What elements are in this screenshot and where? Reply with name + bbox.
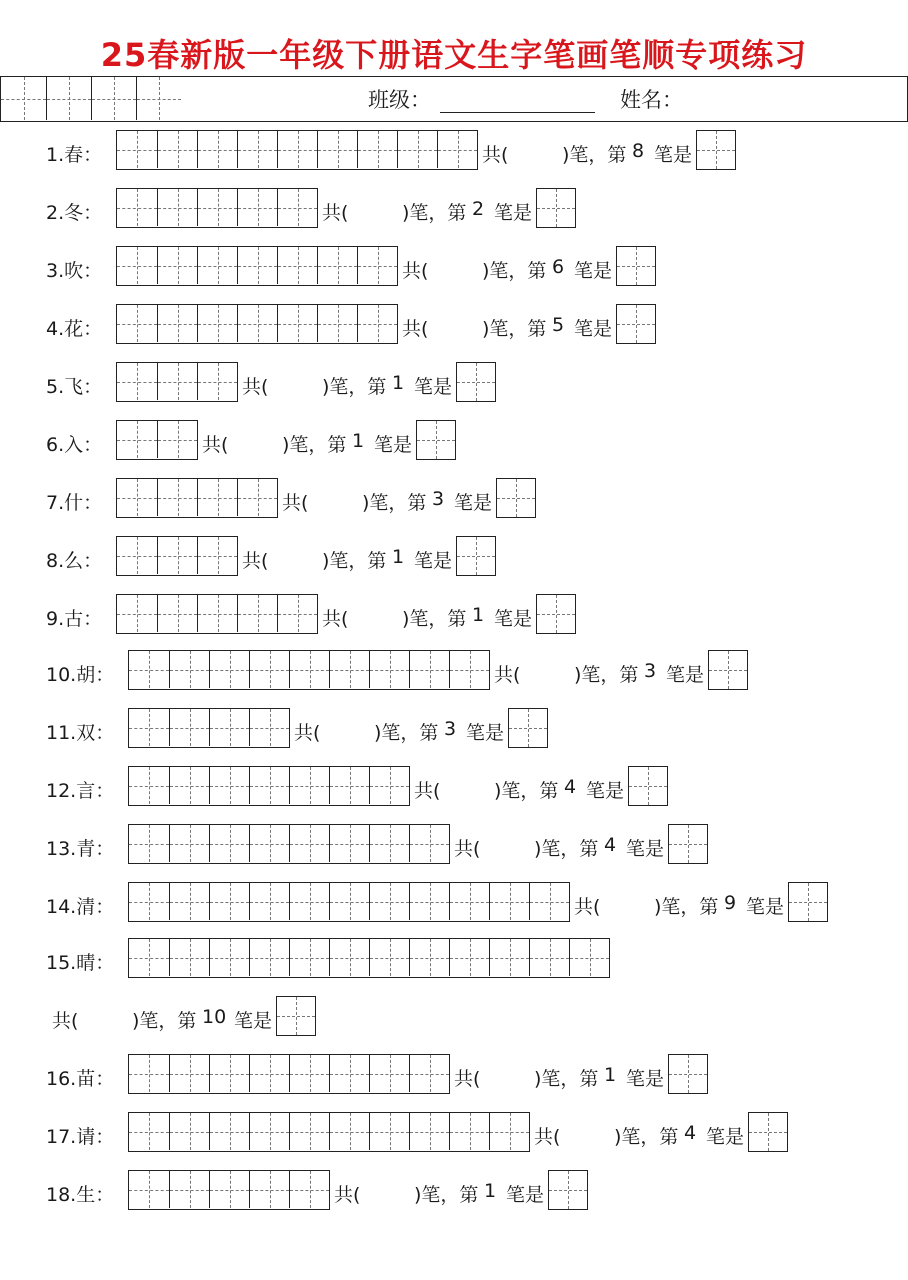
exercise-row (0, 1170, 908, 1210)
stroke-answer-box[interactable] (748, 1112, 788, 1152)
grid-cell[interactable] (449, 1113, 489, 1150)
stroke-order-prompt: )笔，第 (282, 434, 347, 456)
stroke-writing-grid[interactable] (128, 938, 610, 978)
stroke-answer-box[interactable] (508, 708, 548, 748)
grid-cell[interactable] (169, 767, 209, 804)
exercise-row (0, 478, 908, 518)
grid-cell[interactable] (169, 709, 209, 746)
exercise-row (0, 594, 908, 634)
stroke-number: 1 (484, 1180, 497, 1202)
grid-cell[interactable] (129, 709, 169, 746)
grid-cell[interactable] (209, 825, 249, 862)
grid-cell[interactable] (277, 189, 317, 226)
grid-cell[interactable] (249, 825, 289, 862)
grid-cell[interactable] (209, 883, 249, 920)
stroke-count-prompt: 共( (454, 1068, 481, 1090)
stroke-number: 1 (472, 604, 485, 626)
grid-cell[interactable] (437, 131, 477, 168)
stroke-writing-grid[interactable] (116, 362, 238, 402)
grid-cell[interactable] (277, 305, 317, 342)
grid-cell[interactable] (449, 939, 489, 976)
grid-cell[interactable] (249, 767, 289, 804)
grid-cell[interactable] (46, 77, 91, 120)
exercise-row (0, 188, 908, 228)
stroke-order-prompt: )笔，第 (654, 896, 719, 918)
grid-cell[interactable] (157, 537, 197, 574)
stroke-is-prompt: 笔是 (374, 434, 413, 456)
exercise-row (0, 304, 908, 344)
grid-cell[interactable] (129, 883, 169, 920)
stroke-writing-grid[interactable] (116, 594, 318, 634)
grid-cell[interactable] (277, 595, 317, 632)
grid-cell[interactable] (317, 247, 357, 284)
stroke-answer-box[interactable] (536, 188, 576, 228)
grid-cell[interactable] (169, 1171, 209, 1208)
stroke-number: 9 (724, 892, 737, 914)
stroke-count-blank[interactable] (356, 600, 400, 628)
stroke-answer-box[interactable] (696, 130, 736, 170)
grid-cell[interactable] (277, 131, 317, 168)
stroke-count-prompt: 共( (282, 492, 309, 514)
stroke-count-prompt: 共( (454, 838, 481, 860)
stroke-number: 3 (644, 660, 657, 682)
exercise-row (0, 938, 908, 978)
stroke-answer-box[interactable] (628, 766, 668, 806)
name-label: 姓名： (620, 88, 683, 112)
grid-cell[interactable] (209, 651, 249, 688)
stroke-number: 3 (432, 488, 445, 510)
character-label: 12.言： (46, 780, 115, 802)
stroke-writing-grid[interactable] (116, 246, 398, 286)
stroke-is-prompt: 笔是 (234, 1010, 273, 1032)
stroke-answer-box[interactable] (536, 594, 576, 634)
grid-cell[interactable] (289, 939, 329, 976)
grid-cell[interactable] (289, 1171, 329, 1208)
grid-cell[interactable] (169, 883, 209, 920)
exercise-row (0, 708, 908, 748)
grid-cell[interactable] (157, 421, 197, 458)
stroke-is-prompt: 笔是 (414, 376, 453, 398)
grid-cell[interactable] (117, 479, 157, 516)
grid-cell[interactable] (129, 825, 169, 862)
stroke-count-prompt: 共( (482, 144, 509, 166)
grid-cell[interactable] (289, 767, 329, 804)
grid-cell[interactable] (237, 131, 277, 168)
grid-cell[interactable] (129, 1171, 169, 1208)
student-info-header (0, 76, 908, 118)
grid-cell[interactable] (197, 247, 237, 284)
stroke-order-prompt: )笔，第 (562, 144, 627, 166)
stroke-number: 1 (352, 430, 365, 452)
grid-cell[interactable] (289, 1055, 329, 1092)
stroke-count-prompt: 共( (534, 1126, 561, 1148)
grid-cell[interactable] (169, 939, 209, 976)
grid-cell[interactable] (129, 651, 169, 688)
stroke-answer-box[interactable] (276, 996, 316, 1036)
worksheet-title: 25春新版一年级下册语文生字笔画笔顺专项练习 (100, 36, 808, 74)
grid-cell[interactable] (157, 363, 197, 400)
character-label: 15.晴： (46, 952, 115, 974)
name-writing-grid[interactable] (0, 76, 908, 122)
stroke-count-blank[interactable] (236, 426, 280, 454)
stroke-order-prompt: )笔，第 (534, 1068, 599, 1090)
stroke-is-prompt: 笔是 (574, 260, 613, 282)
grid-cell[interactable] (129, 1113, 169, 1150)
stroke-answer-box[interactable] (788, 882, 828, 922)
exercise-row (0, 536, 908, 576)
grid-cell[interactable] (369, 939, 409, 976)
grid-cell[interactable] (117, 537, 157, 574)
class-label: 班级： (368, 88, 431, 112)
grid-cell[interactable] (277, 247, 317, 284)
stroke-count-prompt: 共( (322, 202, 349, 224)
stroke-order-prompt: )笔，第 (322, 550, 387, 572)
character-label: 5.飞： (46, 376, 103, 398)
grid-cell[interactable] (369, 883, 409, 920)
character-label: 1.春： (46, 144, 103, 166)
stroke-count-prompt: 共( (294, 722, 321, 744)
character-label: 11.双： (46, 722, 115, 744)
stroke-is-prompt: 笔是 (626, 838, 665, 860)
stroke-answer-box[interactable] (616, 246, 656, 286)
grid-cell[interactable] (409, 883, 449, 920)
grid-cell[interactable] (157, 305, 197, 342)
character-label: 9.古： (46, 608, 103, 630)
stroke-order-prompt: )笔，第 (402, 202, 467, 224)
stroke-writing-grid[interactable] (116, 188, 318, 228)
stroke-count-prompt: 共( (414, 780, 441, 802)
grid-cell[interactable] (209, 939, 249, 976)
stroke-order-prompt: )笔，第 (402, 608, 467, 630)
grid-cell[interactable] (529, 939, 569, 976)
grid-cell[interactable] (329, 1055, 369, 1092)
stroke-count-blank[interactable] (436, 252, 480, 280)
stroke-count-blank[interactable] (608, 888, 652, 916)
grid-cell[interactable] (329, 825, 369, 862)
character-label: 16.苗： (46, 1068, 115, 1090)
stroke-count-prompt: 共( (494, 664, 521, 686)
grid-cell[interactable] (317, 305, 357, 342)
stroke-number: 10 (202, 1006, 227, 1028)
grid-cell[interactable] (169, 1113, 209, 1150)
stroke-is-prompt: 笔是 (746, 896, 785, 918)
grid-cell[interactable] (289, 883, 329, 920)
grid-cell[interactable] (529, 883, 569, 920)
stroke-is-prompt: 笔是 (454, 492, 493, 514)
stroke-is-prompt: 笔是 (666, 664, 705, 686)
grid-cell[interactable] (129, 767, 169, 804)
stroke-number: 2 (472, 198, 485, 220)
grid-cell[interactable] (357, 247, 397, 284)
grid-cell[interactable] (489, 883, 529, 920)
grid-cell[interactable] (317, 131, 357, 168)
stroke-count-prompt: 共( (52, 1010, 79, 1032)
stroke-count-blank[interactable] (568, 1118, 612, 1146)
grid-cell[interactable] (209, 767, 249, 804)
stroke-count-blank[interactable] (488, 1060, 532, 1088)
grid-cell[interactable] (209, 1055, 249, 1092)
grid-cell[interactable] (117, 421, 157, 458)
exercise-row (0, 362, 908, 402)
grid-cell[interactable] (569, 939, 609, 976)
stroke-writing-grid[interactable] (116, 420, 198, 460)
stroke-number: 3 (444, 718, 457, 740)
grid-cell[interactable] (237, 595, 277, 632)
grid-cell[interactable] (409, 1113, 449, 1150)
stroke-order-prompt: )笔，第 (362, 492, 427, 514)
grid-cell[interactable] (249, 1171, 289, 1208)
grid-cell[interactable] (249, 1055, 289, 1092)
grid-cell[interactable] (369, 767, 409, 804)
character-label: 4.花： (46, 318, 103, 340)
stroke-is-prompt: 笔是 (466, 722, 505, 744)
grid-cell[interactable] (117, 363, 157, 400)
grid-cell[interactable] (129, 939, 169, 976)
stroke-count-prompt: 共( (322, 608, 349, 630)
exercise-row (0, 882, 908, 922)
grid-cell[interactable] (409, 939, 449, 976)
grid-cell[interactable] (449, 651, 489, 688)
stroke-order-prompt: )笔，第 (494, 780, 559, 802)
grid-cell[interactable] (157, 479, 197, 516)
grid-cell[interactable] (117, 189, 157, 226)
grid-cell[interactable] (197, 479, 237, 516)
stroke-writing-grid[interactable] (128, 1054, 450, 1094)
stroke-number: 4 (604, 834, 617, 856)
exercise-row (0, 420, 908, 460)
grid-cell[interactable] (249, 651, 289, 688)
grid-cell[interactable] (169, 651, 209, 688)
stroke-number: 5 (552, 314, 565, 336)
stroke-order-prompt: )笔，第 (374, 722, 439, 744)
character-label: 14.清： (46, 896, 115, 918)
grid-cell[interactable] (489, 939, 529, 976)
exercise-row-continued (0, 996, 908, 1036)
character-label: 2.冬： (46, 202, 103, 224)
exercise-row (0, 650, 908, 690)
exercise-row (0, 766, 908, 806)
stroke-is-prompt: 笔是 (706, 1126, 745, 1148)
grid-cell[interactable] (357, 131, 397, 168)
grid-cell[interactable] (289, 825, 329, 862)
stroke-is-prompt: 笔是 (626, 1068, 665, 1090)
exercise-row (0, 130, 908, 170)
stroke-count-blank[interactable] (368, 1176, 412, 1204)
stroke-answer-box[interactable] (456, 536, 496, 576)
stroke-is-prompt: 笔是 (654, 144, 693, 166)
grid-cell[interactable] (197, 363, 237, 400)
grid-cell[interactable] (157, 189, 197, 226)
character-label: 3.吹： (46, 260, 103, 282)
grid-cell[interactable] (136, 77, 181, 120)
grid-cell[interactable] (329, 767, 369, 804)
stroke-order-prompt: )笔，第 (132, 1010, 197, 1032)
stroke-is-prompt: 笔是 (494, 202, 533, 224)
stroke-answer-box[interactable] (496, 478, 536, 518)
stroke-count-blank[interactable] (356, 194, 400, 222)
exercise-row (0, 1054, 908, 1094)
grid-cell[interactable] (237, 189, 277, 226)
grid-cell[interactable] (329, 651, 369, 688)
stroke-answer-box[interactable] (616, 304, 656, 344)
grid-cell[interactable] (197, 595, 237, 632)
grid-cell[interactable] (157, 595, 197, 632)
grid-cell[interactable] (91, 77, 136, 120)
stroke-order-prompt: )笔，第 (482, 260, 547, 282)
stroke-writing-grid[interactable] (116, 304, 398, 344)
grid-cell[interactable] (237, 479, 277, 516)
grid-cell[interactable] (329, 883, 369, 920)
character-label: 18.生： (46, 1184, 115, 1206)
grid-cell[interactable] (117, 247, 157, 284)
grid-cell[interactable] (197, 305, 237, 342)
character-label: 13.青： (46, 838, 115, 860)
grid-cell[interactable] (409, 651, 449, 688)
grid-cell[interactable] (209, 1113, 249, 1150)
grid-cell[interactable] (449, 883, 489, 920)
grid-cell[interactable] (157, 247, 197, 284)
stroke-order-prompt: )笔，第 (482, 318, 547, 340)
stroke-count-prompt: 共( (242, 550, 269, 572)
character-label: 10.胡： (46, 664, 115, 686)
grid-cell[interactable] (237, 305, 277, 342)
grid-cell[interactable] (409, 825, 449, 862)
grid-cell[interactable] (197, 189, 237, 226)
stroke-count-prompt: 共( (242, 376, 269, 398)
exercise-row (0, 1112, 908, 1152)
stroke-is-prompt: 笔是 (414, 550, 453, 572)
stroke-order-prompt: )笔，第 (322, 376, 387, 398)
stroke-count-prompt: 共( (202, 434, 229, 456)
grid-cell[interactable] (329, 1113, 369, 1150)
grid-cell[interactable] (197, 131, 237, 168)
stroke-writing-grid[interactable] (128, 1170, 330, 1210)
stroke-order-prompt: )笔，第 (574, 664, 639, 686)
character-label: 6.入： (46, 434, 103, 456)
grid-cell[interactable] (169, 825, 209, 862)
stroke-count-prompt: 共( (402, 318, 429, 340)
stroke-count-blank[interactable] (276, 368, 320, 396)
grid-cell[interactable] (249, 883, 289, 920)
grid-cell[interactable] (329, 939, 369, 976)
stroke-count-prompt: 共( (574, 896, 601, 918)
stroke-count-blank[interactable] (516, 136, 560, 164)
stroke-writing-grid[interactable] (128, 650, 490, 690)
stroke-answer-box[interactable] (548, 1170, 588, 1210)
stroke-writing-grid[interactable] (116, 130, 478, 170)
grid-cell[interactable] (249, 1113, 289, 1150)
grid-cell[interactable] (117, 131, 157, 168)
grid-cell[interactable] (369, 1113, 409, 1150)
stroke-count-blank[interactable] (316, 484, 360, 512)
stroke-order-prompt: )笔，第 (614, 1126, 679, 1148)
stroke-count-blank[interactable] (328, 714, 372, 742)
stroke-count-blank[interactable] (86, 1002, 130, 1030)
exercise-row (0, 246, 908, 286)
exercise-row (0, 824, 908, 864)
stroke-order-prompt: )笔，第 (414, 1184, 479, 1206)
stroke-writing-grid[interactable] (116, 478, 278, 518)
stroke-count-blank[interactable] (436, 310, 480, 338)
grid-cell[interactable] (157, 131, 197, 168)
stroke-writing-grid[interactable] (128, 1112, 530, 1152)
grid-cell[interactable] (289, 651, 329, 688)
stroke-writing-grid[interactable] (128, 882, 570, 922)
grid-cell[interactable] (397, 131, 437, 168)
grid-cell[interactable] (357, 305, 397, 342)
character-label: 7.什： (46, 492, 103, 514)
stroke-is-prompt: 笔是 (574, 318, 613, 340)
grid-cell[interactable] (209, 709, 249, 746)
stroke-number: 1 (392, 372, 405, 394)
stroke-writing-grid[interactable] (128, 708, 290, 748)
stroke-writing-grid[interactable] (116, 536, 238, 576)
stroke-count-blank[interactable] (448, 772, 492, 800)
stroke-count-blank[interactable] (276, 542, 320, 570)
grid-cell[interactable] (197, 537, 237, 574)
grid-cell[interactable] (1, 77, 46, 120)
stroke-count-blank[interactable] (488, 830, 532, 858)
grid-cell[interactable] (249, 939, 289, 976)
grid-cell[interactable] (289, 1113, 329, 1150)
stroke-answer-box[interactable] (416, 420, 456, 460)
stroke-count-prompt: 共( (402, 260, 429, 282)
class-input-line[interactable] (440, 112, 595, 113)
stroke-answer-box[interactable] (668, 1054, 708, 1094)
stroke-number: 1 (392, 546, 405, 568)
grid-cell[interactable] (249, 709, 289, 746)
stroke-writing-grid[interactable] (128, 766, 410, 806)
stroke-answer-box[interactable] (708, 650, 748, 690)
stroke-is-prompt: 笔是 (494, 608, 533, 630)
grid-cell[interactable] (369, 825, 409, 862)
character-label: 8.么： (46, 550, 103, 572)
stroke-count-blank[interactable] (528, 656, 572, 684)
stroke-answer-box[interactable] (668, 824, 708, 864)
stroke-order-prompt: )笔，第 (534, 838, 599, 860)
grid-cell[interactable] (489, 1113, 529, 1150)
stroke-number: 1 (604, 1064, 617, 1086)
grid-cell[interactable] (409, 1055, 449, 1092)
stroke-is-prompt: 笔是 (586, 780, 625, 802)
grid-cell[interactable] (117, 595, 157, 632)
grid-cell[interactable] (169, 1055, 209, 1092)
grid-cell[interactable] (129, 1055, 169, 1092)
stroke-number: 6 (552, 256, 565, 278)
stroke-is-prompt: 笔是 (506, 1184, 545, 1206)
stroke-answer-box[interactable] (456, 362, 496, 402)
grid-cell[interactable] (117, 305, 157, 342)
stroke-number: 4 (564, 776, 577, 798)
stroke-number: 8 (632, 140, 645, 162)
grid-cell[interactable] (237, 247, 277, 284)
stroke-count-prompt: 共( (334, 1184, 361, 1206)
grid-cell[interactable] (369, 651, 409, 688)
stroke-number: 4 (684, 1122, 697, 1144)
stroke-writing-grid[interactable] (128, 824, 450, 864)
grid-cell[interactable] (369, 1055, 409, 1092)
grid-cell[interactable] (209, 1171, 249, 1208)
character-label: 17.请： (46, 1126, 115, 1148)
